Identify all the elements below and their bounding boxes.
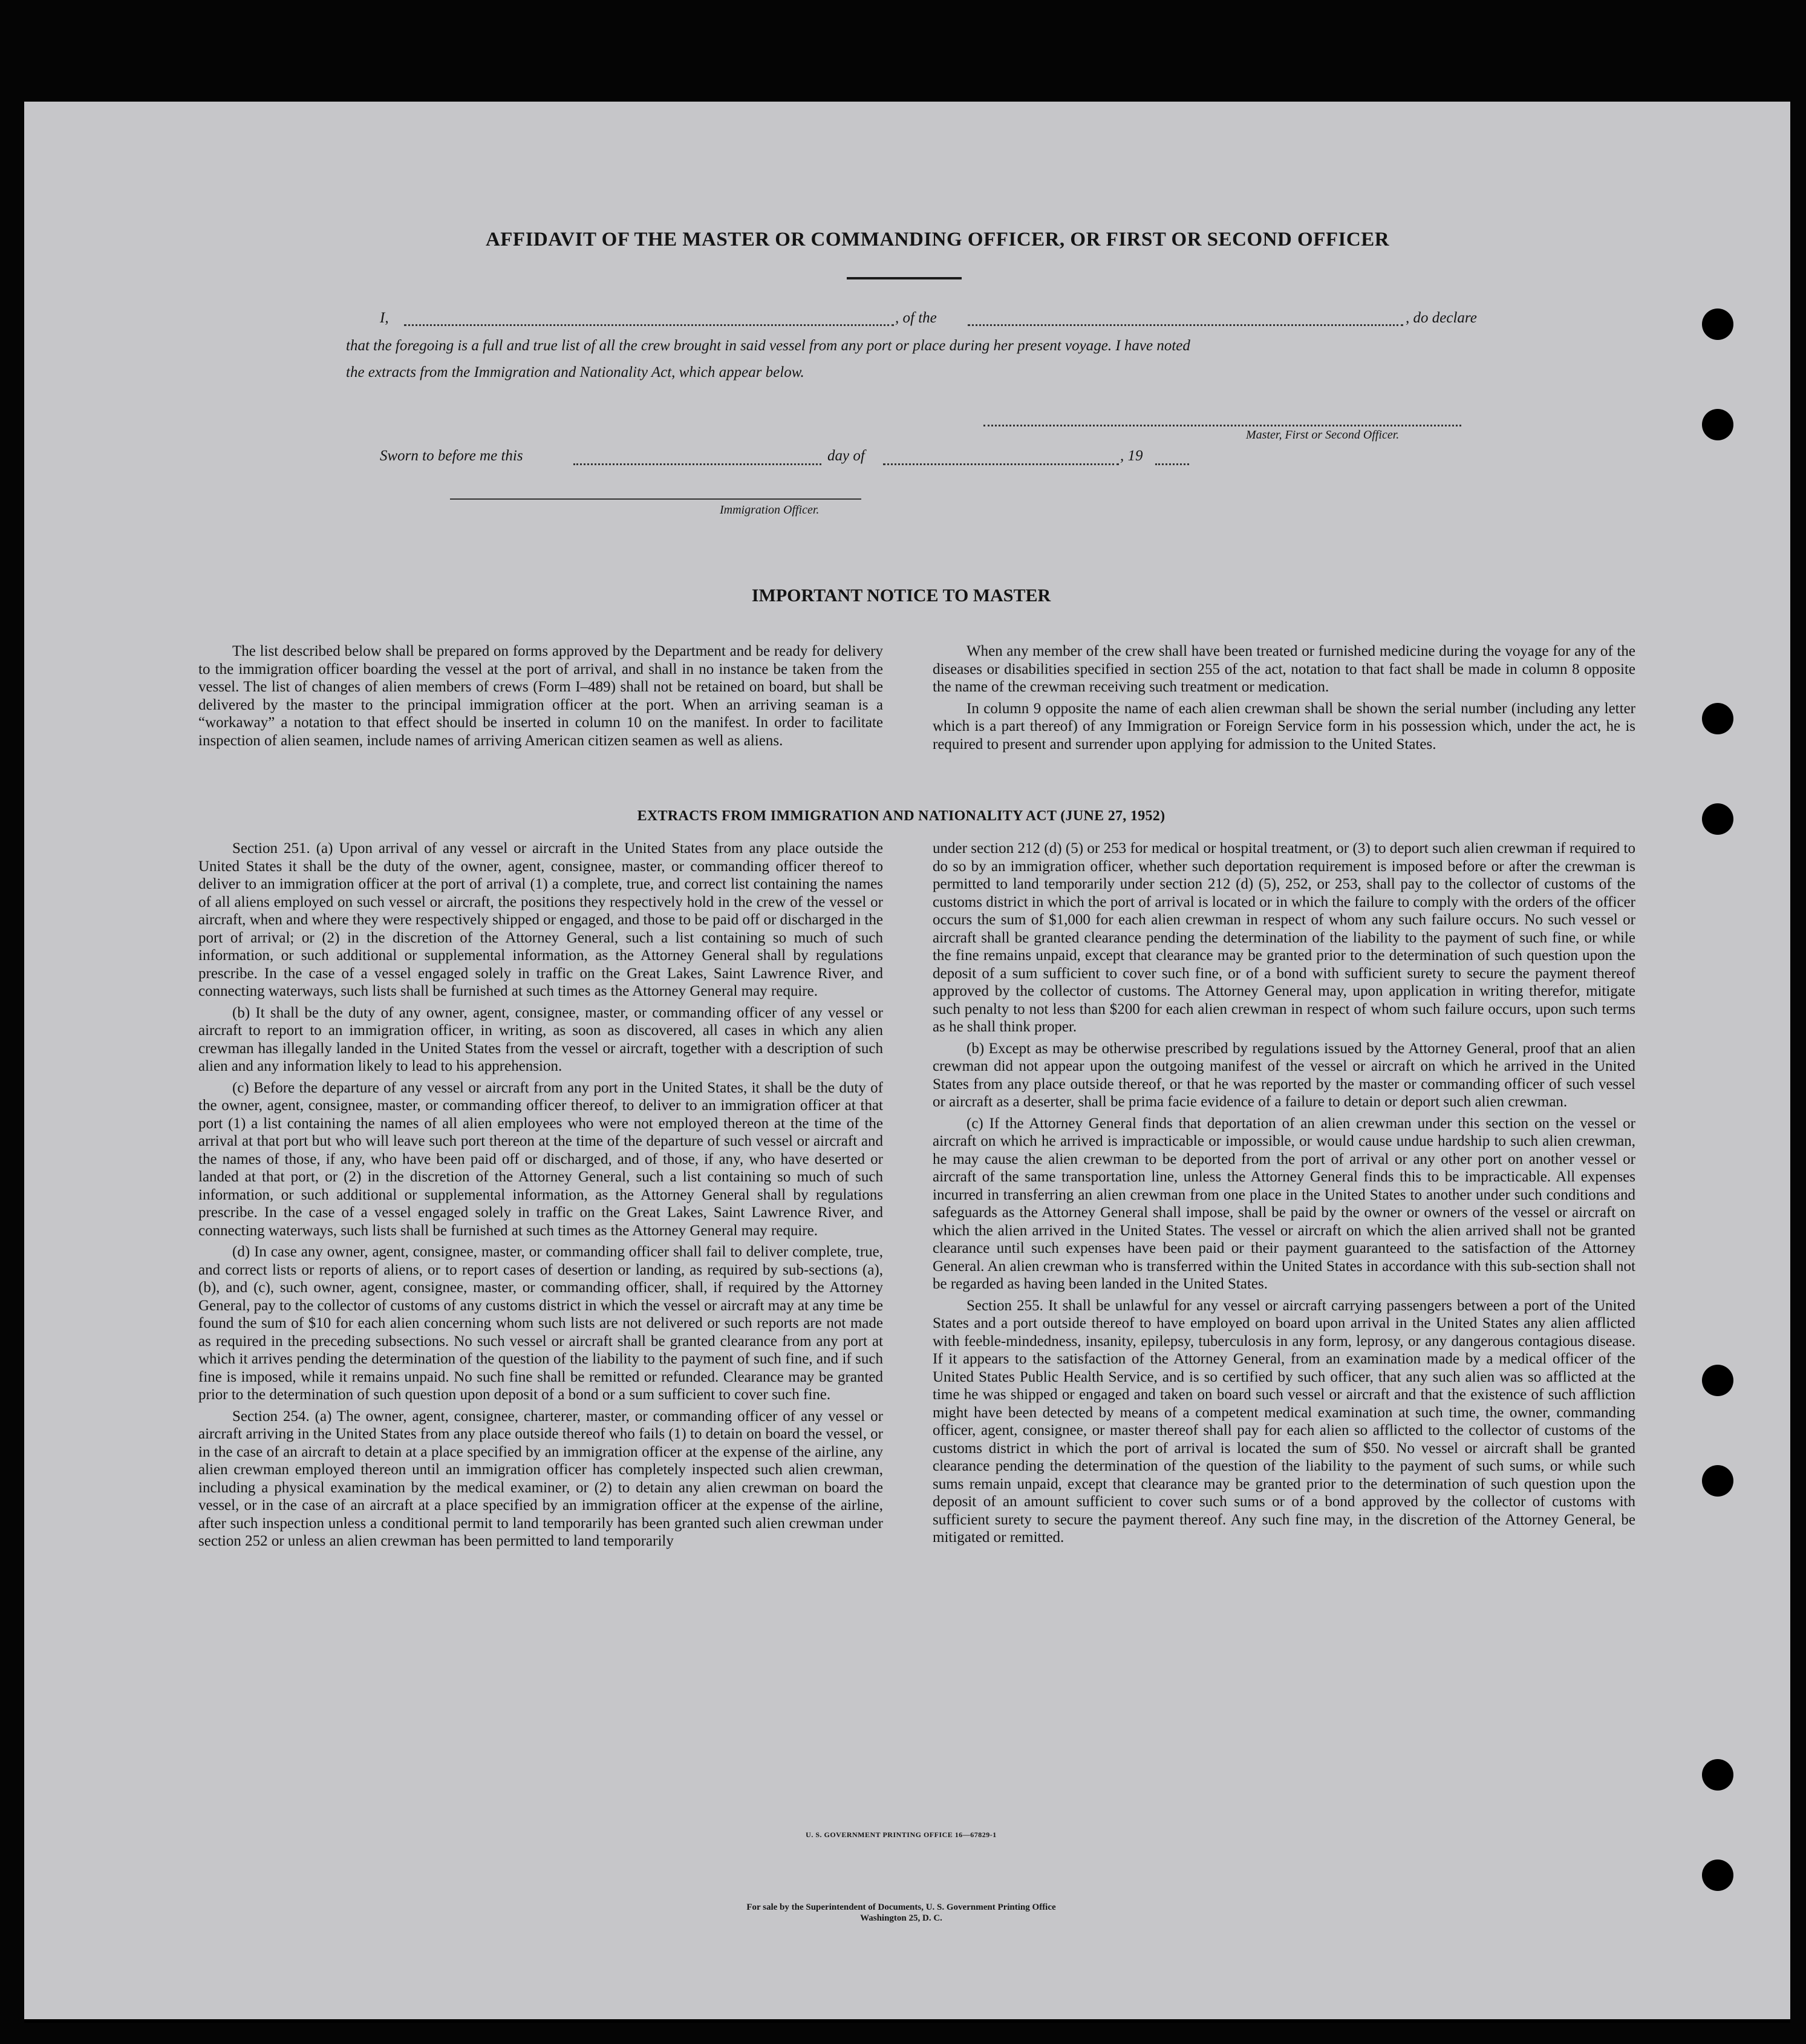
extracts-left-column [198,840,883,1550]
declaration-line-3: the extracts from the Immigration and Nationality Act, which appear below. [346,364,804,380]
notice-title: IMPORTANT NOTICE TO MASTER [751,586,1051,606]
master-signature-line[interactable] [983,425,1461,426]
punch-hole [1702,309,1733,340]
punch-hole [1702,1365,1733,1396]
punch-hole [1702,1759,1733,1791]
sworn-prefix-label: Sworn to before me this [380,448,523,464]
section-254-c: (c) If the Attorney General finds that deportation of an alien crewman under this section on the vessel or aircraft on which he arrived is impracticable or impossible, or would cause undue hardship to such alien crewman, he may cause the alien crewman to be deported from the port of arrival or any other port on another vessel or aircraft of the same transportation line, unless the Attorney General finds this to be impracticable. All expenses incurred in transferring an alien crewman from one place in the United States to another under such conditions and safeguards as the Attorney General shall impose, shall be paid by the owner or owners of the vessel or aircraft on which the alien arrived in the United States. The vessel or aircraft on which the alien arrived shall not be granted clearance until such expenses have been paid or their payment guaranteed to the satisfaction of the Attorney General. An alien crewman who is transferred within the United States in accordance with this sub-section shall not be regarded as having been landed in the United States. [933,1115,1635,1292]
section-254-a: Section 254. (a) The owner, agent, consignee, charterer, master, or commanding officer of any vessel or aircraft arriving in the United States from any place outside thereof who fails (1) to detain on board the vessel, or in the case of an aircraft to detain at a place specified by an immigration officer at the expense of the airline, any alien crewman employed thereon until an immigration officer has completely inspected such alien crewman, including a physical examination by the medical examiner, or (2) to detain any alien crewman on board the vessel, or in the case of an aircraft at a place specified by an immigration officer at the expense of the airline, after such inspection unless a conditional permit to land temporarily has been granted such alien crewman under section 252 or unless an alien crewman has been permitted to land temporarily [198,1408,883,1549]
sworn-year-fill-line[interactable] [1155,463,1189,465]
sale-line-2: Washington 25, D. C. [860,1913,942,1923]
punch-hole [1702,409,1733,440]
punch-hole [1702,703,1733,734]
printing-office-line: U. S. GOVERNMENT PRINTING OFFICE 16—67829-1 [806,1830,997,1839]
section-254-a-continued: under section 212 (d) (5) or 253 for medical or hospital treatment, or (3) to deport such alien crewman if required to do so by an immigration officer, whether such deportation requirement is imposed before or after the crewman is permitted to land temporarily under section 212 (d) (5), 252, or 253, shall pay to the collector of customs of the customs district in which the port of arrival is located or in which the failure to comply with the orders of the officer occurs the sum of $1,000 for each alien crewman in respect of whom any such failure occurs. No such vessel or aircraft shall be granted clearance pending the determination of the liability to the payment of such fine, or while the fine remains unpaid, except that clearance may be granted prior to the determination of such question upon the deposit of a sum sufficient to cover such fine, or of a bond with sufficient surety to secure the payment thereof approved by the collector of customs. The Attorney General may, upon application in writing therefor, mitigate such penalty to not less than $200 for each alien crewman in respect of whom such failure occurs, upon such terms as he shall think proper. [933,840,1635,1035]
section-251-c: (c) Before the departure of any vessel or aircraft from any port in the United States, it shall be the duty of the owner, agent, consignee, master, or commanding officer thereof, to deliver to an immigration officer at that port (1) a list containing the names of all alien employees who were not employed thereon at the time of the arrival at that port but who will leave such port thereon at the time of the departure of such vessel or aircraft and the names of those, if any, who have been paid off or discharged, and of those, if any, who have deserted or landed at that port, or (2) in the discretion of the Attorney General, such a list containing so much of such information, or such additional or supplemental information, as the Attorney General shall by regulations prescribe. In the case of a vessel engaged solely in traffic on the Great Lakes, Saint Lawrence River, and connecting waterways, such lists shall be furnished at such times as the Attorney General may require. [198,1079,883,1239]
notice-left-column [198,642,883,749]
section-254-b: (b) Except as may be otherwise prescribed by regulations issued by the Attorney General, proof that an alien crewman did not appear upon the outgoing manifest of the vessel or aircraft on which he arrived in the United States from any place outside thereof, or that he was reported by the master or commanding officer of such vessel or aircraft as a deserter, shall be prima facie evidence of a failure to detain or deport such alien crewman. [933,1040,1635,1110]
name-fill-line[interactable] [404,324,894,326]
sworn-day-fill-line[interactable] [573,463,821,465]
notice-left-paragraph: The list described below shall be prepared on forms approved by the Department and be ready for delivery to the immigration officer boarding the vessel at the port of arrival, and shall in no instance be taken from the vessel. The list of changes of alien members of crews (Form I–489) shall not be retained on board, but shall be delivered by the master to the principal immigration officer at the port. When an arriving seaman is a “workaway” a notation to that effect should be inserted in column 10 on the manifest. In order to facilitate inspection of alien seamen, include names of arriving American citizen seamen as well as aliens. [198,643,883,749]
notice-right-paragraph-1: When any member of the crew shall have been treated or furnished medicine during the voyage for any of the diseases or disabilities specified in section 255 of the act, notation to that fact shall be made in column 8 opposite the name of the crewman receiving such treatment or medication. [933,643,1635,695]
affidavit-title: AFFIDAVIT OF THE MASTER OR COMMANDING OFFICER, OR FIRST OR SECOND OFFICER [485,229,1390,250]
sworn-year-label: , 19 [1120,448,1143,464]
extracts-right-column [933,840,1635,1547]
notice-right-paragraph-2: In column 9 opposite the name of each alien crewman shall be shown the serial number (including any letter which is a part thereof) of any Immigration or Foreign Service form in his possession which, under the act, he is required to present and surrender upon applying for admission to the United States. [933,700,1635,753]
punch-hole [1702,1860,1733,1891]
extracts-title: EXTRACTS FROM IMMIGRATION AND NATIONALITY ACT (JUNE 27, 1952) [637,808,1165,824]
immigration-officer-signature-line[interactable] [450,498,861,500]
title-rule [847,277,962,279]
sale-line-1: For sale by the Superintendent of Documents, U. S. Government Printing Office [746,1902,1056,1912]
declaration-do-declare-label: , do declare [1406,310,1477,326]
form-sheet [24,102,1790,2023]
master-signature-caption: Master, First or Second Officer. [1246,428,1400,442]
vessel-fill-line[interactable] [968,324,1403,326]
declaration-line-2: that the foregoing is a full and true list of all the crew brought in said vessel from any port or place during her present voyage. I have noted [346,338,1190,354]
immigration-officer-caption: Immigration Officer. [720,503,820,517]
notice-right-column [933,642,1635,753]
declaration-i-label: I, [380,310,389,326]
sworn-month-fill-line[interactable] [883,463,1119,465]
punch-hole [1702,1465,1733,1497]
section-251-a: Section 251. (a) Upon arrival of any vessel or aircraft in the United States from any place outside the United States it shall be the duty of the owner, agent, consignee, master, or commanding officer thereof to deliver to an immigration officer at the port of arrival (1) a complete, true, and correct list containing the names of all aliens employed on such vessel or aircraft, the positions they respectively hold in the crew of the vessel or aircraft, when and where they were respectively shipped or engaged, and those to be paid off or discharged in the port of arrival; or (2) in the discretion of the Attorney General, such a list containing so much of such information, or such additional or supplemental information, as the Attorney General shall by regulations prescribe. In the case of a vessel engaged solely in traffic on the Great Lakes, Saint Lawrence River, and connecting waterways, such lists shall be furnished at such times as the Attorney General may require. [198,840,883,999]
section-255: Section 255. It shall be unlawful for any vessel or aircraft carrying passengers between a port of the United States and a port outside thereof to have employed on board upon arrival in the United States any alien afflicted with feeble-mindedness, insanity, epilepsy, tuberculosis in any form, leprosy, or any dangerous contagious disease. If it appears to the satisfaction of the Attorney General, from an examination made by a medical officer of the United States Public Health Service, and is so certified by such officer, that any such alien was so afflicted at the time he was shipped or engaged and taken on board such vessel or aircraft and that the existence of such affliction might have been detected by means of a competent medical examination at such time, the owner, commanding officer, agent, consignee, or master thereof shall pay for each alien so afflicted to the collector of customs of the customs district in which the port of arrival is located the sum of $50. No vessel or aircraft shall be granted clearance pending the determination of the question of the liability to the payment of such sums, or while such sums remain unpaid, except that clearance may be granted prior to the determination of such question upon the deposit of an amount sufficient to cover such sums or of a bond approved by the collector of customs with sufficient surety to secure the payment thereof. Any such fine may, in the discretion of the Attorney General, be mitigated or remitted. [933,1297,1635,1546]
declaration-of-the-label: , of the [895,310,937,326]
punch-hole [1702,803,1733,835]
sworn-day-of-label: day of [827,448,865,464]
section-251-b: (b) It shall be the duty of any owner, agent, consignee, master, or commanding officer of any vessel or aircraft to report to an immigration officer, in writing, as soon as discovered, all cases in which any alien crewman has illegally landed in the United States from the vessel or aircraft, together with a description of such alien and any information likely to lead to his apprehension. [198,1004,883,1074]
section-251-d: (d) In case any owner, agent, consignee, master, or commanding officer shall fail to deliver complete, true, and correct lists or reports of aliens, or to report cases of desertion or landing, as required by sub-sections (a), (b), and (c), such owner, agent, consignee, master, or commanding officer, shall, if required by the Attorney General, pay to the collector of customs of any customs district in which the vessel or aircraft may at any time be found the sum of $10 for each alien concerning whom such lists are not delivered or such reports are not made as required in the preceding subsections. No such vessel or aircraft shall be granted clearance from any port at which it arrives pending the determination of the question of the liability to the payment of such fine, and if such fine is imposed, while it remains unpaid. No such fine shall be remitted or refunded. Clearance may be granted prior to the determination of such question upon deposit of a bond or a sum sufficient to cover such fine. [198,1244,883,1403]
